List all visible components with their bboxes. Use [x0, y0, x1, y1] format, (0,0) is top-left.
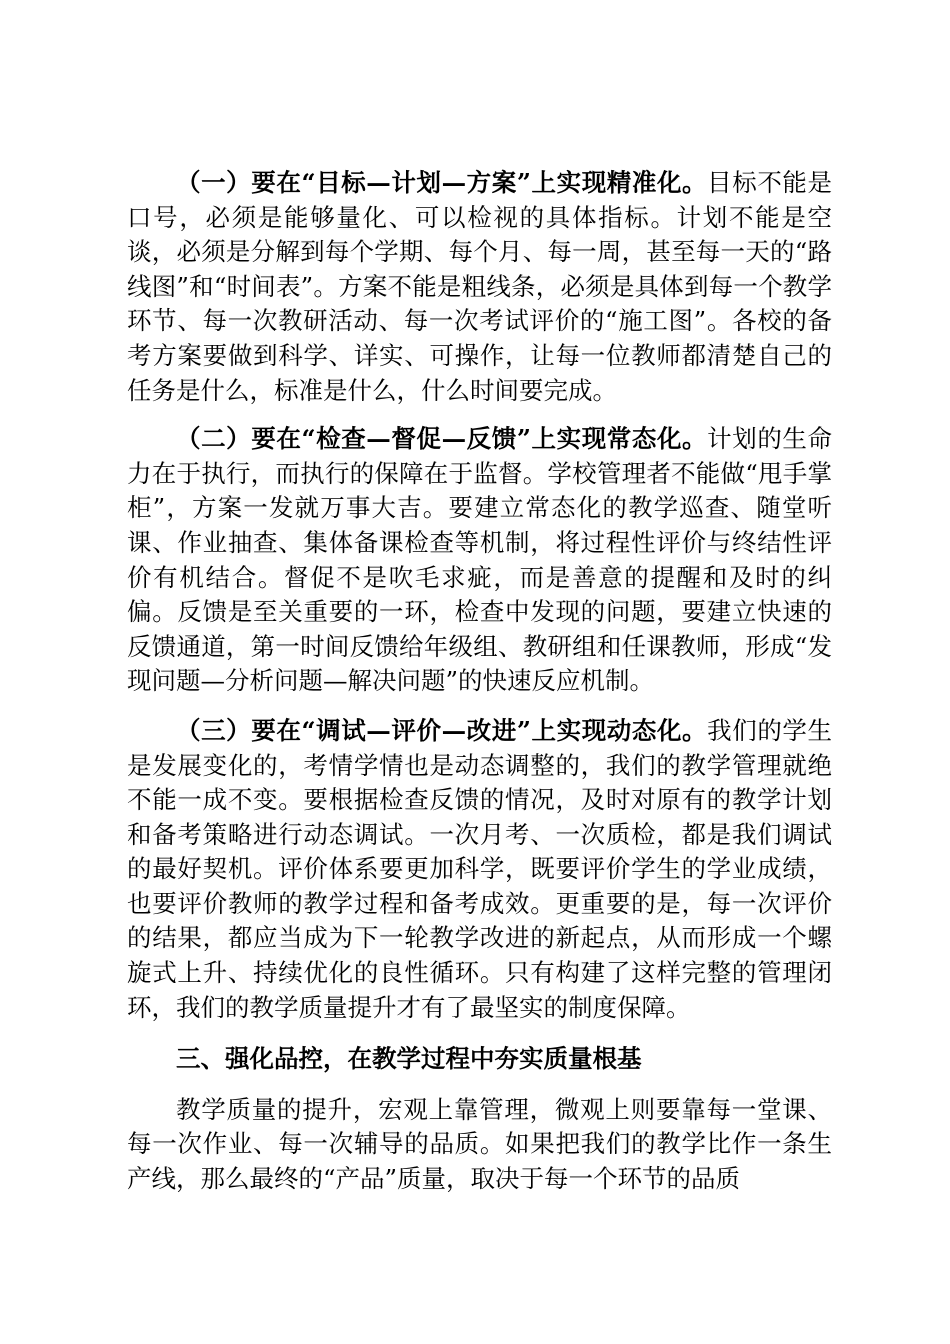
section-heading: 三、强化品控，在教学过程中夯实质量根基: [176, 1044, 642, 1074]
document-page: [127, 166, 832, 1197]
paragraph-dynamic: [127, 714, 832, 1025]
paragraph-body: 我们的学生是发展变化的，考情学情也是动态调整的，我们的教学管理就绝不能一成不变。要根据检查反馈的情况，及时对原有的教学计划和备考策略进行动态调试。一次月考、一次质检，都是我们调试的最好契机。评价体系要更加科学，既要评价学生的学业成绩，也要评价教师的教学过程和备考成效。更重要的是，每一次评价的结果，都应当成为下一轮教学改进的新起点，从而形成一个螺旋式上升、持续优化的良性循环。只有构建了这样完整的管理闭环，我们的教学质量提升才有了最坚实的制度保障。: [127, 715, 832, 1022]
paragraph-quality: 教学质量的提升，宏观上靠管理，微观上则要靠每一堂课、每一次作业、每一次辅导的品质。如果把我们的教学比作一条生产线，那么最终的“产品”质量，取决于每一个环节的品质: [127, 1094, 832, 1194]
paragraph-body: 目标不能是口号，必须是能够量化、可以检视的具体指标。计划不能是空谈，必须是分解到每个学期、每个月、每一周，甚至每一天的“路线图”和“时间表”。方案不能是粗线条，必须是具体到每一个教学环节、每一次教研活动、每一次考试评价的“施工图”。各校的备考方案要做到科学、详实、可操作，让每一位教师都清楚自己的任务是什么，标准是什么，什么时间要完成。: [127, 168, 832, 405]
paragraph-body: 计划的生命力在于执行，而执行的保障在于监督。学校管理者不能做“甩手掌柜”，方案一发就万事大吉。要建立常态化的教学巡查、随堂听课、作业抽查、集体备课检查等机制，将过程性评价与终结性评价有机结合。督促不是吹毛求疵，而是善意的提醒和及时的纠偏。反馈是至关重要的一环，检查中发现的问题，要建立快速的反馈通道，第一时间反馈给年级组、教研组和任课教师，形成“发现问题—分析问题—解决问题”的快速反应机制。: [127, 424, 832, 696]
paragraph-lead: （三）要在“调试—评价—改进”上实现动态化。: [176, 715, 708, 745]
paragraph-precision: [127, 166, 832, 408]
paragraph-normalization: [127, 422, 832, 699]
paragraph-lead: （一）要在“目标—计划—方案”上实现精准化。: [176, 168, 708, 197]
paragraph-lead: （二）要在“检查—督促—反馈”上实现常态化。: [176, 424, 708, 454]
